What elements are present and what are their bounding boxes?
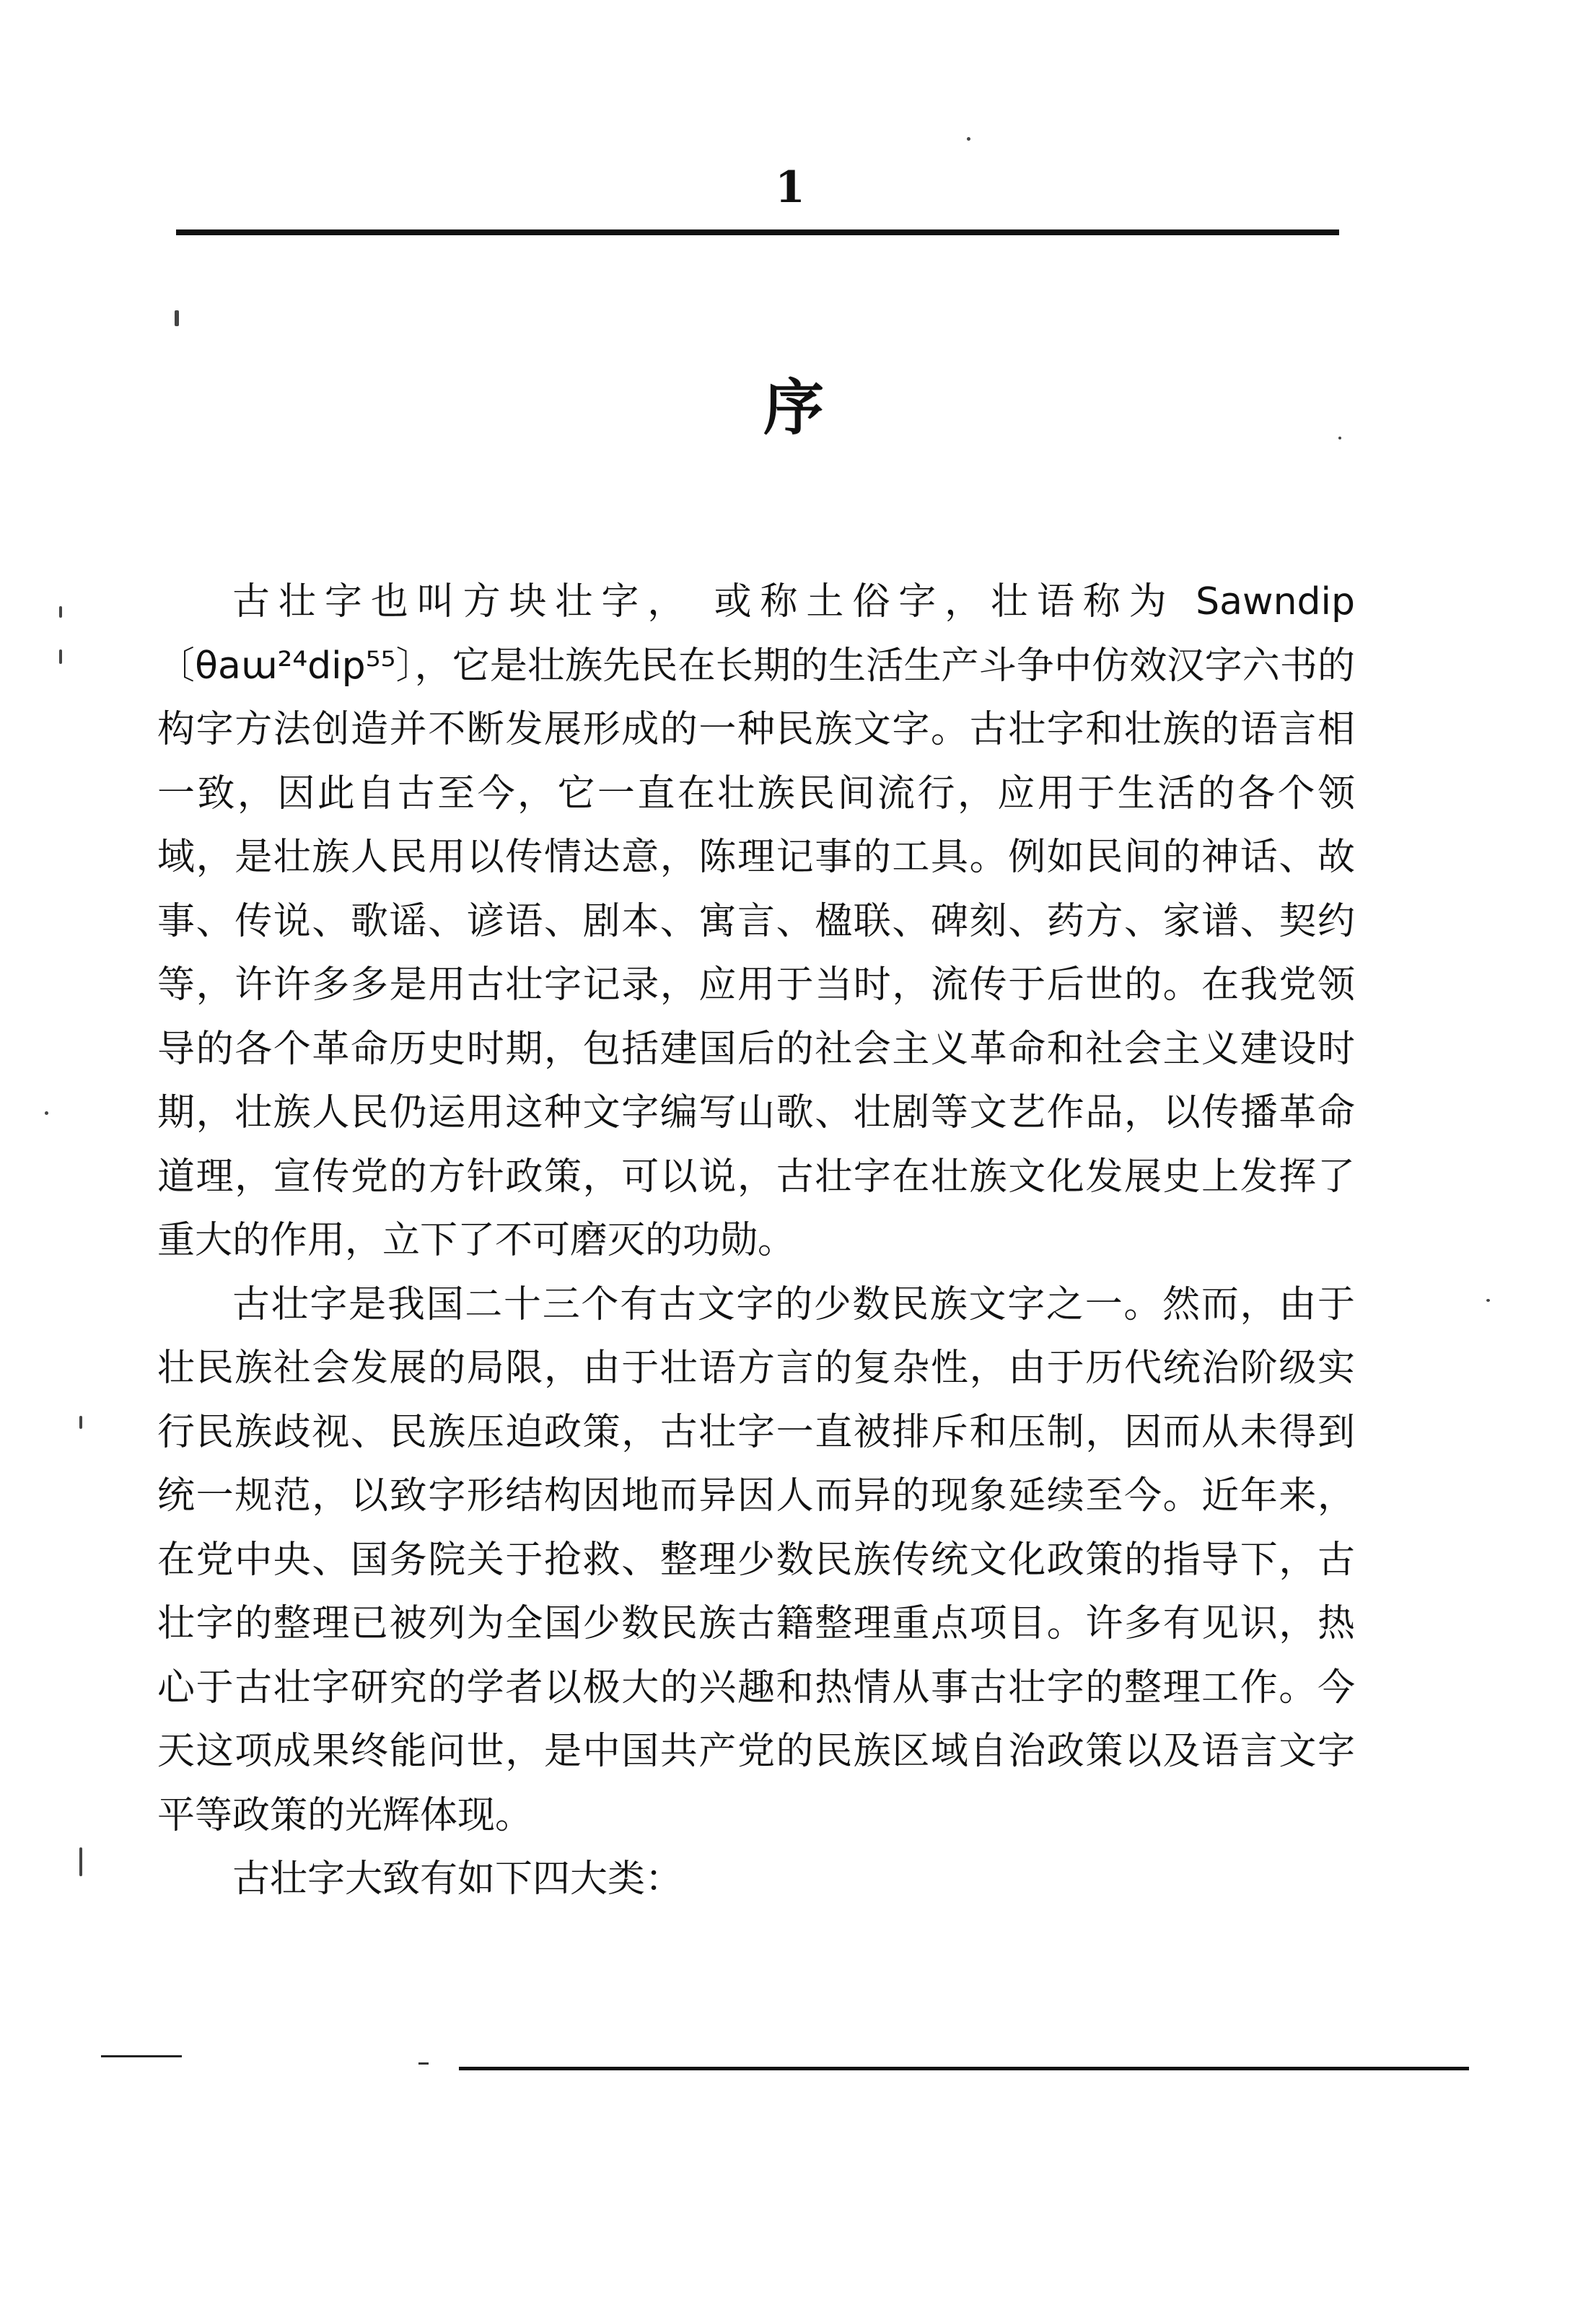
scan-speck bbox=[59, 606, 62, 618]
paragraph-3: 古壮字大致有如下四大类： bbox=[232, 1857, 683, 1901]
footer-rule bbox=[459, 2067, 1469, 2070]
body-text bbox=[157, 570, 1355, 1912]
scan-speck bbox=[967, 137, 970, 141]
paragraph-1: 古壮字也叫方块壮字， 或称土俗字，壮语称为 Sawndip〔θaɯ²⁴dip⁵⁵〕，它是壮族先民在长期的生活生产斗争中仿效汉字六书的构字方法创造并不断发展形成的一种民族文字。古壮字和壮族的语言相一致，因此自古至今，它一直在壮族民间流行，应用于生活的各个领域，是壮族人民用以传情达意，陈理记事的工具。例如民间的神话、故事、传说、歌谣、谚语、剧本、寓言、楹联、碑刻、药方、家谱、契约等，许许多多是用古壮字记录，应用于当时，流传于后世的。在我党领导的各个革命历史时期，包括建国后的社会主义革命和社会主义建设时期，壮族人民仍运用这种文字编写山歌、壮剧等文艺作品，以传播革命道理，宣传党的方针政策，可以说，古壮字在壮族文化发展史上发挥了重大的作用，立下了不可磨灭的功勋。 bbox=[157, 580, 1355, 1262]
scan-speck bbox=[79, 1416, 82, 1429]
scan-speck bbox=[1486, 1299, 1490, 1302]
page-number: 1 bbox=[775, 162, 805, 213]
paragraph-2: 古壮字是我国二十三个有古文字的少数民族文字之一。然而，由于壮民族社会发展的局限，由于壮语方言的复杂性，由于历代统治阶级实行民族歧视、民族压迫政策，古壮字一直被排斥和压制，因而从未得到统一规范，以致字形结构因地而异因人而异的现象延续至今。近年来，在党中央、国务院关于抢救、整理少数民族传统文化政策的指导下，古壮字的整理已被列为全国少数民族古籍整理重点项目。许多有见识，热心于古壮字研究的学者以极大的兴趣和热情从事古壮字的整理工作。今天这项成果终能问世，是中国共产党的民族区域自治政策以及语言文字平等政策的光辉体现。 bbox=[157, 1282, 1355, 1837]
scan-speck bbox=[59, 649, 62, 664]
footer-rule-fragment bbox=[101, 2055, 182, 2057]
header-rule bbox=[176, 229, 1339, 235]
scan-speck bbox=[45, 1111, 48, 1115]
scan-speck bbox=[1338, 437, 1341, 439]
page-title: 序 bbox=[763, 372, 824, 443]
scan-speck bbox=[175, 310, 179, 326]
scan-speck bbox=[79, 1847, 82, 1876]
footer-rule-dot bbox=[418, 2062, 429, 2065]
